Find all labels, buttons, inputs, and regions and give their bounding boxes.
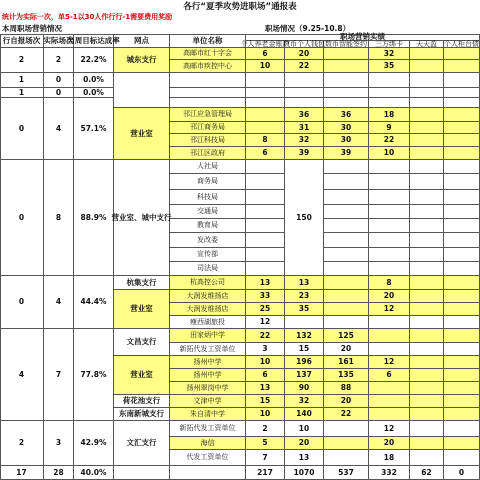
header-rate: 当周目标达成率: [74, 34, 114, 48]
row-c6: [444, 450, 480, 466]
row-c1: [246, 262, 285, 276]
row-c3: [324, 290, 369, 303]
outlet-cell: 营业室: [114, 290, 170, 329]
row-c6: [444, 160, 480, 174]
row-c4: 22: [369, 134, 410, 147]
row-c6: [444, 437, 480, 450]
row-c3: 161: [324, 356, 369, 369]
total-planned: 17: [0, 466, 44, 480]
row-c2: 36: [285, 108, 324, 122]
row-c3: [324, 98, 369, 108]
row-c3: 20: [324, 343, 369, 356]
row-c6: [444, 329, 480, 343]
row-c1: [246, 190, 285, 205]
row-c2: 20: [285, 437, 324, 450]
marketing-header: 职场营销实绩: [246, 34, 480, 41]
row-unit: 文津中学: [170, 395, 246, 408]
row-c2: 20: [285, 48, 324, 60]
header-actual: 实际场次: [44, 34, 74, 48]
group-actual: 2: [44, 48, 74, 73]
row-unit: 高邮市疾控中心: [170, 60, 246, 73]
row-c1: [246, 73, 285, 88]
row-c6: [444, 369, 480, 382]
row-c3: [324, 450, 369, 466]
row-c5: [410, 421, 444, 437]
row-c4: [369, 329, 410, 343]
outlet-cell: 荷花池支行: [114, 395, 170, 408]
row-c5: [410, 160, 444, 174]
row-c6: [444, 233, 480, 248]
row-c2: 90: [285, 382, 324, 395]
header-c1: 个人养老金账户: [240, 39, 290, 48]
group-actual: 3: [44, 421, 74, 466]
header-planned: 行自报场次: [0, 34, 44, 48]
row-c5: [410, 88, 444, 98]
row-c3: [324, 48, 369, 60]
row-c3: [324, 248, 369, 262]
row-c6: [444, 356, 480, 369]
row-c3: [324, 233, 369, 248]
row-c2: 32: [285, 395, 324, 408]
row-c3: [324, 88, 369, 98]
header-outlet: 网点: [114, 34, 170, 48]
row-c3: [324, 160, 369, 174]
row-unit: 教育局: [170, 219, 246, 233]
row-c4: [369, 395, 410, 408]
merged-c2-block: 150: [285, 160, 324, 276]
row-c3: [324, 205, 369, 219]
row-c5: [410, 382, 444, 395]
group-rate: 77.8%: [74, 329, 114, 421]
row-unit: 朱自清中学: [170, 408, 246, 421]
row-c3: [324, 303, 369, 316]
row-c6: [444, 219, 480, 233]
row-c1: 10: [246, 356, 285, 369]
row-c1: 25: [246, 303, 285, 316]
group-rate: 42.9%: [74, 421, 114, 466]
row-c4: 20: [369, 290, 410, 303]
row-c4: [369, 316, 410, 329]
row-c2: 31: [285, 122, 324, 134]
row-c5: [410, 450, 444, 466]
row-c6: [444, 147, 480, 160]
row-c4: [369, 174, 410, 190]
row-c4: 18: [369, 108, 410, 122]
row-c4: 12: [369, 356, 410, 369]
row-c1: 10: [246, 408, 285, 421]
row-unit: 司法局: [170, 262, 246, 276]
row-c3: 39: [324, 147, 369, 160]
row-c3: [324, 190, 369, 205]
row-c2: 39: [285, 147, 324, 160]
outlet-cell: 文汇支行: [114, 421, 170, 466]
row-c6: [444, 316, 480, 329]
group-rate: 44.4%: [74, 276, 114, 329]
row-c4: [369, 219, 410, 233]
row-c6: [444, 248, 480, 262]
total-c5: 62: [410, 466, 444, 480]
row-c1: [246, 88, 285, 98]
report-title: 各行“夏季攻势进职场”通报表: [183, 2, 297, 12]
row-c2: 35: [285, 303, 324, 316]
group-actual: 0: [44, 73, 74, 88]
row-c3: 135: [324, 369, 369, 382]
row-unit: 邗江科技局: [170, 134, 246, 147]
header-unit: 单位名称: [170, 34, 246, 48]
row-c1: 5: [246, 437, 285, 450]
row-c1: 6: [246, 147, 285, 160]
row-c6: [444, 48, 480, 60]
row-c3: [324, 174, 369, 190]
row-c6: [444, 408, 480, 421]
header-c5: 天天盈: [410, 41, 444, 48]
row-c4: [369, 160, 410, 174]
row-c1: [246, 233, 285, 248]
row-c3: [324, 262, 369, 276]
total-actual: 28: [44, 466, 74, 480]
row-unit: 新拓代发工资单位: [170, 343, 246, 356]
row-c4: [369, 408, 410, 421]
group-planned: 2: [0, 48, 44, 73]
group-planned: 2: [0, 421, 44, 466]
row-c6: [444, 174, 480, 190]
row-unit: 瘦西湖旅投: [170, 316, 246, 329]
row-c1: [246, 160, 285, 174]
row-c5: [410, 343, 444, 356]
row-c5: [410, 329, 444, 343]
row-c6: [444, 190, 480, 205]
row-c2: 13: [285, 276, 324, 290]
row-unit: 代发工资单位: [170, 450, 246, 466]
group-rate: 0.0%: [74, 88, 114, 98]
row-c1: [246, 108, 285, 122]
row-c2: 13: [285, 450, 324, 466]
row-unit: 高邮市红十字会: [170, 48, 246, 60]
row-unit: 宣传部: [170, 248, 246, 262]
group-planned: 1: [0, 88, 44, 98]
row-c6: [444, 421, 480, 437]
row-c4: 6: [369, 369, 410, 382]
row-c1: 22: [246, 329, 285, 343]
row-c2: 32: [285, 134, 324, 147]
row-c2: 196: [285, 356, 324, 369]
row-c1: [246, 122, 285, 134]
row-unit: [170, 98, 246, 108]
row-unit: 商务局: [170, 174, 246, 190]
row-c1: 6: [246, 48, 285, 60]
row-c1: 33: [246, 290, 285, 303]
row-c4: [369, 382, 410, 395]
total-unit: [170, 466, 246, 480]
header-c6: 个人柜台债: [444, 39, 479, 48]
row-c6: [444, 262, 480, 276]
row-c4: 10: [369, 147, 410, 160]
row-unit: 杭高控公司: [170, 276, 246, 290]
row-c3: 20: [324, 395, 369, 408]
row-c5: [410, 108, 444, 122]
group-planned: 4: [0, 329, 44, 421]
group-planned: 0: [0, 160, 44, 276]
row-unit: 交通局: [170, 205, 246, 219]
header-c3: 数币智能签约: [325, 39, 367, 48]
row-c5: [410, 190, 444, 205]
row-c4: 35: [369, 60, 410, 73]
row-c4: 9: [369, 122, 410, 134]
row-c5: [410, 356, 444, 369]
row-c3: [324, 276, 369, 290]
row-c4: [369, 73, 410, 88]
row-c5: [410, 276, 444, 290]
row-c1: 10: [246, 60, 285, 73]
total-c1: 217: [246, 466, 285, 480]
row-unit: [170, 73, 246, 88]
row-c3: [324, 421, 369, 437]
row-c1: 13: [246, 382, 285, 395]
group-planned: 1: [0, 73, 44, 88]
row-c2: 10: [285, 421, 324, 437]
row-c5: [410, 98, 444, 108]
row-c4: 12: [369, 421, 410, 437]
row-c6: [444, 122, 480, 134]
row-c2: 140: [285, 408, 324, 421]
row-c2: 15: [285, 343, 324, 356]
row-c4: 32: [369, 48, 410, 60]
row-c5: [410, 60, 444, 73]
row-c4: [369, 205, 410, 219]
row-unit: 邗江商务局: [170, 122, 246, 134]
row-c4: [369, 233, 410, 248]
row-c3: [324, 60, 369, 73]
group-rate: 88.9%: [74, 160, 114, 276]
period-label: 职场情况（9.25-10.8）: [265, 23, 351, 33]
total-outlet: [114, 466, 170, 480]
row-unit: 扬州中学: [170, 369, 246, 382]
row-c3: [324, 316, 369, 329]
row-c5: [410, 290, 444, 303]
row-c6: [444, 290, 480, 303]
row-c1: 6: [246, 369, 285, 382]
row-c4: [369, 343, 410, 356]
row-unit: 海信: [170, 437, 246, 450]
row-c2: [285, 73, 324, 88]
row-unit: 扬州翠岗中学: [170, 382, 246, 395]
group-actual: 4: [44, 276, 74, 329]
row-unit: 田家炳中学: [170, 329, 246, 343]
row-c4: 18: [369, 450, 410, 466]
row-c5: [410, 205, 444, 219]
row-c6: [444, 88, 480, 98]
row-c5: [410, 369, 444, 382]
row-c5: [410, 395, 444, 408]
row-c6: [444, 303, 480, 316]
row-c2: 137: [285, 369, 324, 382]
row-c1: [246, 248, 285, 262]
outlet-cell: 营业室、城中支行: [114, 160, 170, 276]
row-c6: [444, 60, 480, 73]
row-c1: 15: [246, 395, 285, 408]
row-c2: [285, 88, 324, 98]
row-c3: 88: [324, 382, 369, 395]
outlet-cell: 营业室: [114, 108, 170, 160]
notice-text: 统计为实际一次，单5-1以30人作行行-1需要费用奖励: [2, 13, 173, 21]
row-unit: 新拓代发工资单位: [170, 421, 246, 437]
row-c5: [410, 437, 444, 450]
row-c3: [324, 437, 369, 450]
row-c4: [369, 262, 410, 276]
row-c1: 2: [246, 421, 285, 437]
outlet-cell: 城东支行: [114, 48, 170, 73]
row-c5: [410, 262, 444, 276]
row-c4: [369, 248, 410, 262]
header-c4: 三方绑卡: [369, 41, 410, 48]
group-planned: 0: [0, 276, 44, 329]
row-c5: [410, 233, 444, 248]
row-c4: [369, 190, 410, 205]
row-c1: [246, 205, 285, 219]
total-c4: 332: [369, 466, 410, 480]
row-c1: 7: [246, 450, 285, 466]
row-c3: 22: [324, 408, 369, 421]
row-unit: 人社局: [170, 160, 246, 174]
row-c1: 12: [246, 316, 285, 329]
row-c1: [246, 174, 285, 190]
row-c5: [410, 122, 444, 134]
row-c5: [410, 134, 444, 147]
group-actual: 4: [44, 98, 74, 160]
group-planned: 0: [0, 98, 44, 160]
row-c1: 3: [246, 343, 285, 356]
group-rate: 0.0%: [74, 73, 114, 88]
row-c6: [444, 108, 480, 122]
row-c1: 13: [246, 276, 285, 290]
row-c5: [410, 248, 444, 262]
row-c1: [246, 98, 285, 108]
row-c3: 125: [324, 329, 369, 343]
row-c1: 8: [246, 134, 285, 147]
row-c5: [410, 408, 444, 421]
row-c2: 22: [285, 60, 324, 73]
row-c6: [444, 205, 480, 219]
outlet-cell: 杭集支行: [114, 276, 170, 290]
total-rate: 40.0%: [74, 466, 114, 480]
row-c6: [444, 73, 480, 88]
outlet-cell: 营业室: [114, 356, 170, 395]
row-c6: [444, 134, 480, 147]
grid-left-border: [0, 34, 1, 480]
row-c4: 20: [369, 437, 410, 450]
row-c3: 30: [324, 134, 369, 147]
row-c3: [324, 219, 369, 233]
row-unit: 大润发维扬店: [170, 290, 246, 303]
row-unit: [170, 88, 246, 98]
row-c6: [444, 98, 480, 108]
row-c2: [285, 316, 324, 329]
row-c1: [246, 219, 285, 233]
row-c5: [410, 73, 444, 88]
group-actual: 7: [44, 329, 74, 421]
row-c3: 36: [324, 108, 369, 122]
row-c6: [444, 276, 480, 290]
row-unit: 发改委: [170, 233, 246, 248]
total-c3: 537: [324, 466, 369, 480]
row-c5: [410, 174, 444, 190]
header-c2: 数币个人钱包: [283, 39, 325, 48]
row-c4: [369, 98, 410, 108]
outlet-cell: [114, 73, 170, 108]
row-c3: [324, 73, 369, 88]
row-unit: 邗江应急管理局: [170, 108, 246, 122]
row-c5: [410, 303, 444, 316]
group-actual: 0: [44, 88, 74, 98]
row-c4: 8: [369, 276, 410, 290]
group-actual: 8: [44, 160, 74, 276]
group-rate: 57.1%: [74, 98, 114, 160]
outlet-cell: 东南新城支行: [114, 408, 170, 421]
section-label: 本周职场营销情况: [2, 23, 62, 33]
row-c5: [410, 48, 444, 60]
total-c6: 0: [444, 466, 480, 480]
outlet-cell: 文昌支行: [114, 329, 170, 356]
row-unit: 大润发维扬店: [170, 303, 246, 316]
row-c2: 132: [285, 329, 324, 343]
row-c5: [410, 316, 444, 329]
row-c5: [410, 219, 444, 233]
row-unit: 邗江区政府: [170, 147, 246, 160]
row-c6: [444, 395, 480, 408]
group-rate: 22.2%: [74, 48, 114, 73]
row-unit: 科技局: [170, 190, 246, 205]
row-c4: 12: [369, 303, 410, 316]
row-c2: 23: [285, 290, 324, 303]
row-c4: [369, 88, 410, 98]
row-c2: [285, 98, 324, 108]
row-c6: [444, 382, 480, 395]
total-c2: 1070: [285, 466, 324, 480]
row-c3: 30: [324, 122, 369, 134]
row-unit: 扬州中学: [170, 356, 246, 369]
row-c6: [444, 343, 480, 356]
row-c5: [410, 147, 444, 160]
